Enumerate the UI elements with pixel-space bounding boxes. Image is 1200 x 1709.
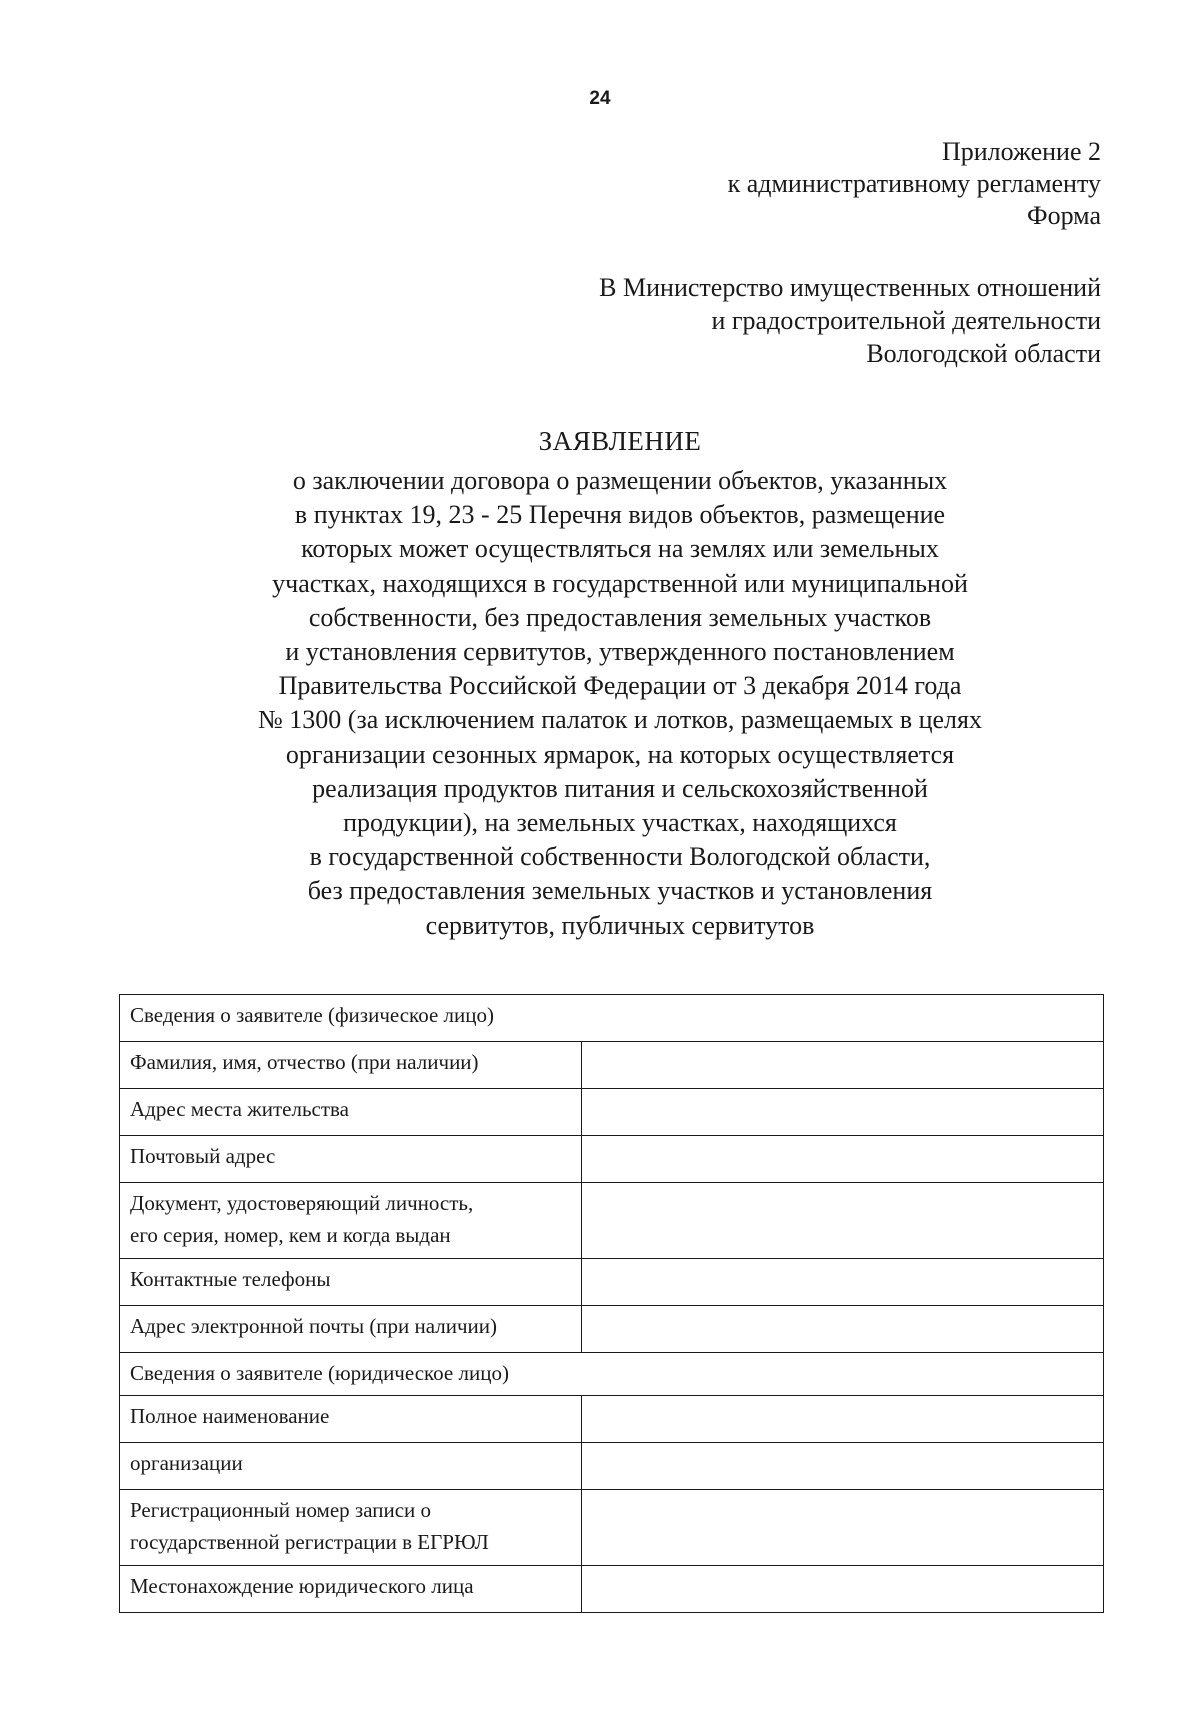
field-label-line: Документ, удостоверяющий личность, (130, 1191, 474, 1215)
registration-number-field[interactable] (582, 1490, 1104, 1566)
subtitle-line: реализация продуктов питания и сельскохозяйственной (312, 773, 928, 803)
appendix-line: к административному регламенту (727, 169, 1101, 198)
field-label: Полное наименование (120, 1396, 582, 1443)
addressee-line: и градостроительной деятельности (711, 306, 1101, 335)
subtitle-line: в государственной собственности Вологодской области, (309, 842, 931, 872)
subtitle-line: сервитутов, публичных сервитутов (425, 910, 815, 940)
identity-document-field[interactable] (582, 1183, 1104, 1259)
appendix-block (728, 136, 1101, 232)
organization-name-field-cont[interactable] (582, 1443, 1104, 1490)
field-label: Местонахождение юридического лица (120, 1566, 582, 1613)
field-label: Почтовый адрес (120, 1136, 582, 1183)
subtitle-line: которых может осуществляться на землях или земельных (301, 534, 939, 564)
residence-address-field[interactable] (582, 1089, 1104, 1136)
table-row (120, 1183, 1104, 1259)
appendix-line: Приложение 2 (941, 137, 1101, 166)
appendix-line: Форма (1027, 201, 1101, 230)
subtitle-line: в пунктах 19, 23 - 25 Перечня видов объектов, размещение (294, 500, 946, 530)
field-label-line: государственной регистрации в ЕГРЮЛ (130, 1530, 489, 1554)
subtitle-line: участках, находящихся в государственной или муниципальной (272, 568, 968, 598)
subtitle-line: и установления сервитутов, утвержденного постановлением (285, 637, 955, 667)
addressee-line: В Министерство имущественных отношений (599, 273, 1101, 302)
section-header-row (120, 995, 1104, 1042)
table-row (120, 1089, 1104, 1136)
table-row (120, 1259, 1104, 1306)
subtitle-line: организации сезонных ярмарок, на которых осуществляется (285, 739, 955, 769)
document-title: ЗАЯВЛЕНИЕ (538, 426, 702, 456)
field-label-line: его серия, номер, кем и когда выдан (130, 1223, 451, 1247)
table-row (120, 1136, 1104, 1183)
field-label (120, 1183, 582, 1259)
legal-address-field[interactable] (582, 1566, 1104, 1613)
subtitle-line: без предоставления земельных участков и установления (307, 876, 933, 906)
field-label: Фамилия, имя, отчество (при наличии) (120, 1042, 582, 1089)
field-label: Адрес места жительства (120, 1089, 582, 1136)
table-row (120, 1042, 1104, 1089)
phone-field[interactable] (582, 1259, 1104, 1306)
addressee-line: Вологодской области (866, 339, 1101, 368)
addressee-block (599, 271, 1101, 370)
field-label-line: Регистрационный номер записи о (130, 1498, 432, 1522)
table-row (120, 1306, 1104, 1353)
table-row (120, 1566, 1104, 1613)
section-header-legal: Сведения о заявителе (юридическое лицо) (120, 1353, 1104, 1396)
section-header-individual: Сведения о заявителе (физическое лицо) (120, 995, 1104, 1042)
subtitle-line: о заключении договора о размещении объектов, указанных (292, 466, 948, 495)
applicant-form-table (119, 994, 1104, 1613)
page-number: 24 (589, 88, 611, 109)
subtitle-line: Правительства Российской Федерации от 3 декабря 2014 года (278, 671, 962, 701)
section-header-row (120, 1353, 1104, 1396)
field-label: Контактные телефоны (120, 1259, 582, 1306)
organization-name-field[interactable] (582, 1396, 1104, 1443)
table-row (120, 1396, 1104, 1443)
table-row (120, 1490, 1104, 1566)
subtitle-line: № 1300 (за исключением палаток и лотков, размещаемых в целях (257, 705, 982, 735)
subtitle-line: собственности, без предоставления земельных участков (308, 602, 932, 632)
field-label (120, 1490, 582, 1566)
email-field[interactable] (582, 1306, 1104, 1353)
document-subtitle (180, 464, 1060, 943)
table-row (120, 1443, 1104, 1490)
full-name-field[interactable] (582, 1042, 1104, 1089)
field-label: Адрес электронной почты (при наличии) (120, 1306, 582, 1353)
subtitle-line: продукции), на земельных участках, находящихся (343, 808, 897, 838)
postal-address-field[interactable] (582, 1136, 1104, 1183)
field-label: организации (120, 1443, 582, 1490)
